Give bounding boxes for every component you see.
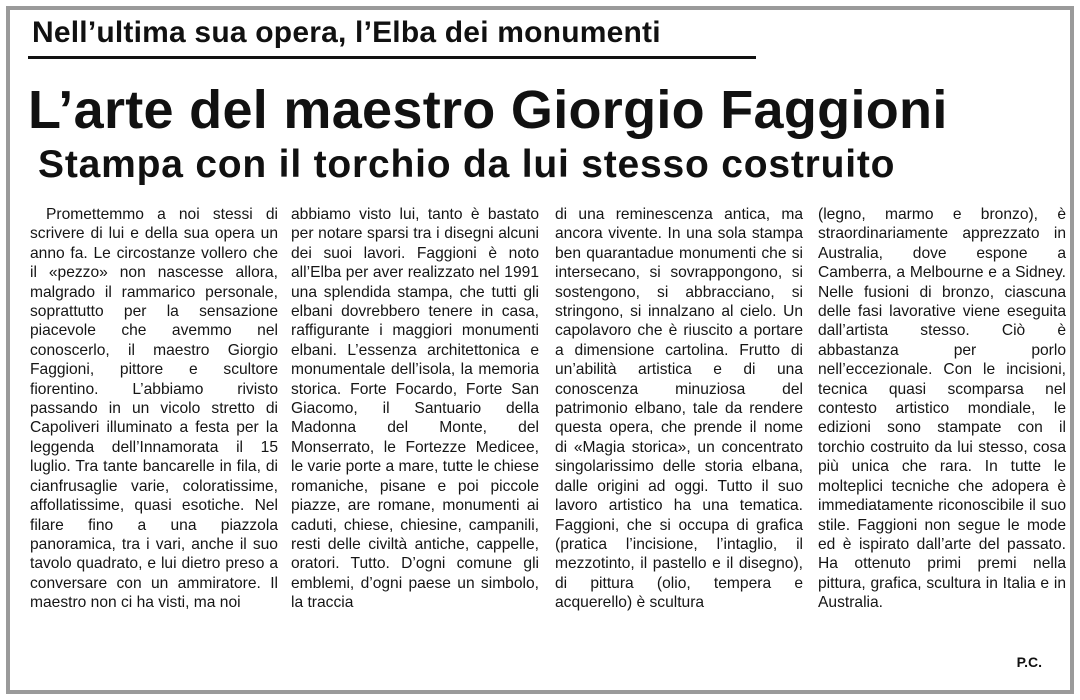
- kicker-underline: [28, 56, 756, 59]
- column-4-text: (legno, marmo e bronzo), è straordinariamente apprezzato in Australia, dove espone a Camberra, a Melbourne e a Sidney. Nelle fusioni di bronzo, ciascuna delle fasi lavorative viene eseguita dall’artista stesso. Ciò è abbastanza per porlo nell’eccezionale. Con le incisioni, tecnica quasi scomparsa nel contesto artistico mondiale, le edizioni sono stampate con il torchio costruito da lui stesso, cosa più unica che rara. In tutte le molteplici tecniche che adopera è immediatamente riconoscibile il suo stile. Faggioni non segue le mode ed è ispirato dall’arte del passato. Ha ottenuto primi premi nella pittura, grafica, scultura in Italia e in Australia.: [818, 206, 1066, 612]
- article-body: [30, 205, 1066, 675]
- column-1-text: Promettemmo a noi stessi di scrivere di lui e della sua opera un anno fa. Le circostanze vollero che il «pezzo» non nascesse allora, malgrado il rammarico personale, soprattutto per la sensazione piacevole che avemmo nel conoscerlo, il maestro Giorgio Faggioni, pittore e scultore fiorentino. L’abbiamo rivisto passando in un vicolo stretto di Capoliveri illuminato a festa per la leggenda dell’Innamorata il 15 luglio. Tra tante bancarelle in fila, di cianfrusaglie varie, coloratissime, affollatissime, quasi esotiche. Nel filare fino a una piazzola panoramica, tra i vari, anche il suo tavolo quadrato, e lui dietro preso a conversare con un ammiratore. Il maestro non ci ha visti, ma noi: [30, 206, 278, 612]
- article-kicker: Nell’ultima sua opera, l’Elba dei monumenti: [32, 16, 661, 49]
- column-3-text: di una reminescenza antica, ma ancora vivente. In una sola stampa ben quarantadue monumenti che si intersecano, si sovrappongono, si sostengono, si abbracciano, si stringono, si innalzano al cielo. Un capolavoro che è riuscito a portare a dimensione cartolina. Frutto di un’abilità artistica e di una conoscenza minuziosa del patrimonio elbano, tale da rendere questa opera, che prende il nome di «Magia storica», un concentrato singolarissimo delle storia elbana, dalle origini ad oggi. Tutto il suo lavoro artistico ha una tematica. Faggioni, che si occupa di grafica (pratica l’incisione, l’intaglio, il mezzotinto, il pastello e il disegno), di pittura (olio, tempera e acquerello) è scultura: [555, 206, 803, 612]
- article-column-1: [30, 205, 278, 613]
- article-column-2: [291, 205, 539, 613]
- article-subheadline: Stampa con il torchio da lui stesso costruito: [38, 143, 896, 186]
- article-column-4: [818, 205, 1066, 613]
- article-headline: L’arte del maestro Giorgio Faggioni: [28, 80, 948, 140]
- author-signature: P.C.: [1016, 654, 1042, 670]
- column-2-text: abbiamo visto lui, tanto è bastato per notare sparsi tra i disegni alcuni dei suoi lavori. Faggioni è noto all’Elba per aver realizzato nel 1991 una splendida stampa, che tutti gli elbani dovrebbero tenere in casa, raffigurante i maggiori monumenti elbani. L’essenza architettonica e monumentale dell’isola, la memoria storica. Forte Focardo, Forte San Giacomo, il Santuario della Madonna del Monte, del Monserrato, le Fortezze Medicee, le varie porte a mare, tutte le chiese romaniche, pisane e poi piccole piazze, are romane, monumenti ai caduti, chiese, chiesine, campanili, resti delle civiltà antiche, cappelle, oratori. Tutto. D’ogni comune gli emblemi, d’ogni paese un simbolo, la traccia: [291, 206, 539, 612]
- article-column-3: [555, 205, 803, 613]
